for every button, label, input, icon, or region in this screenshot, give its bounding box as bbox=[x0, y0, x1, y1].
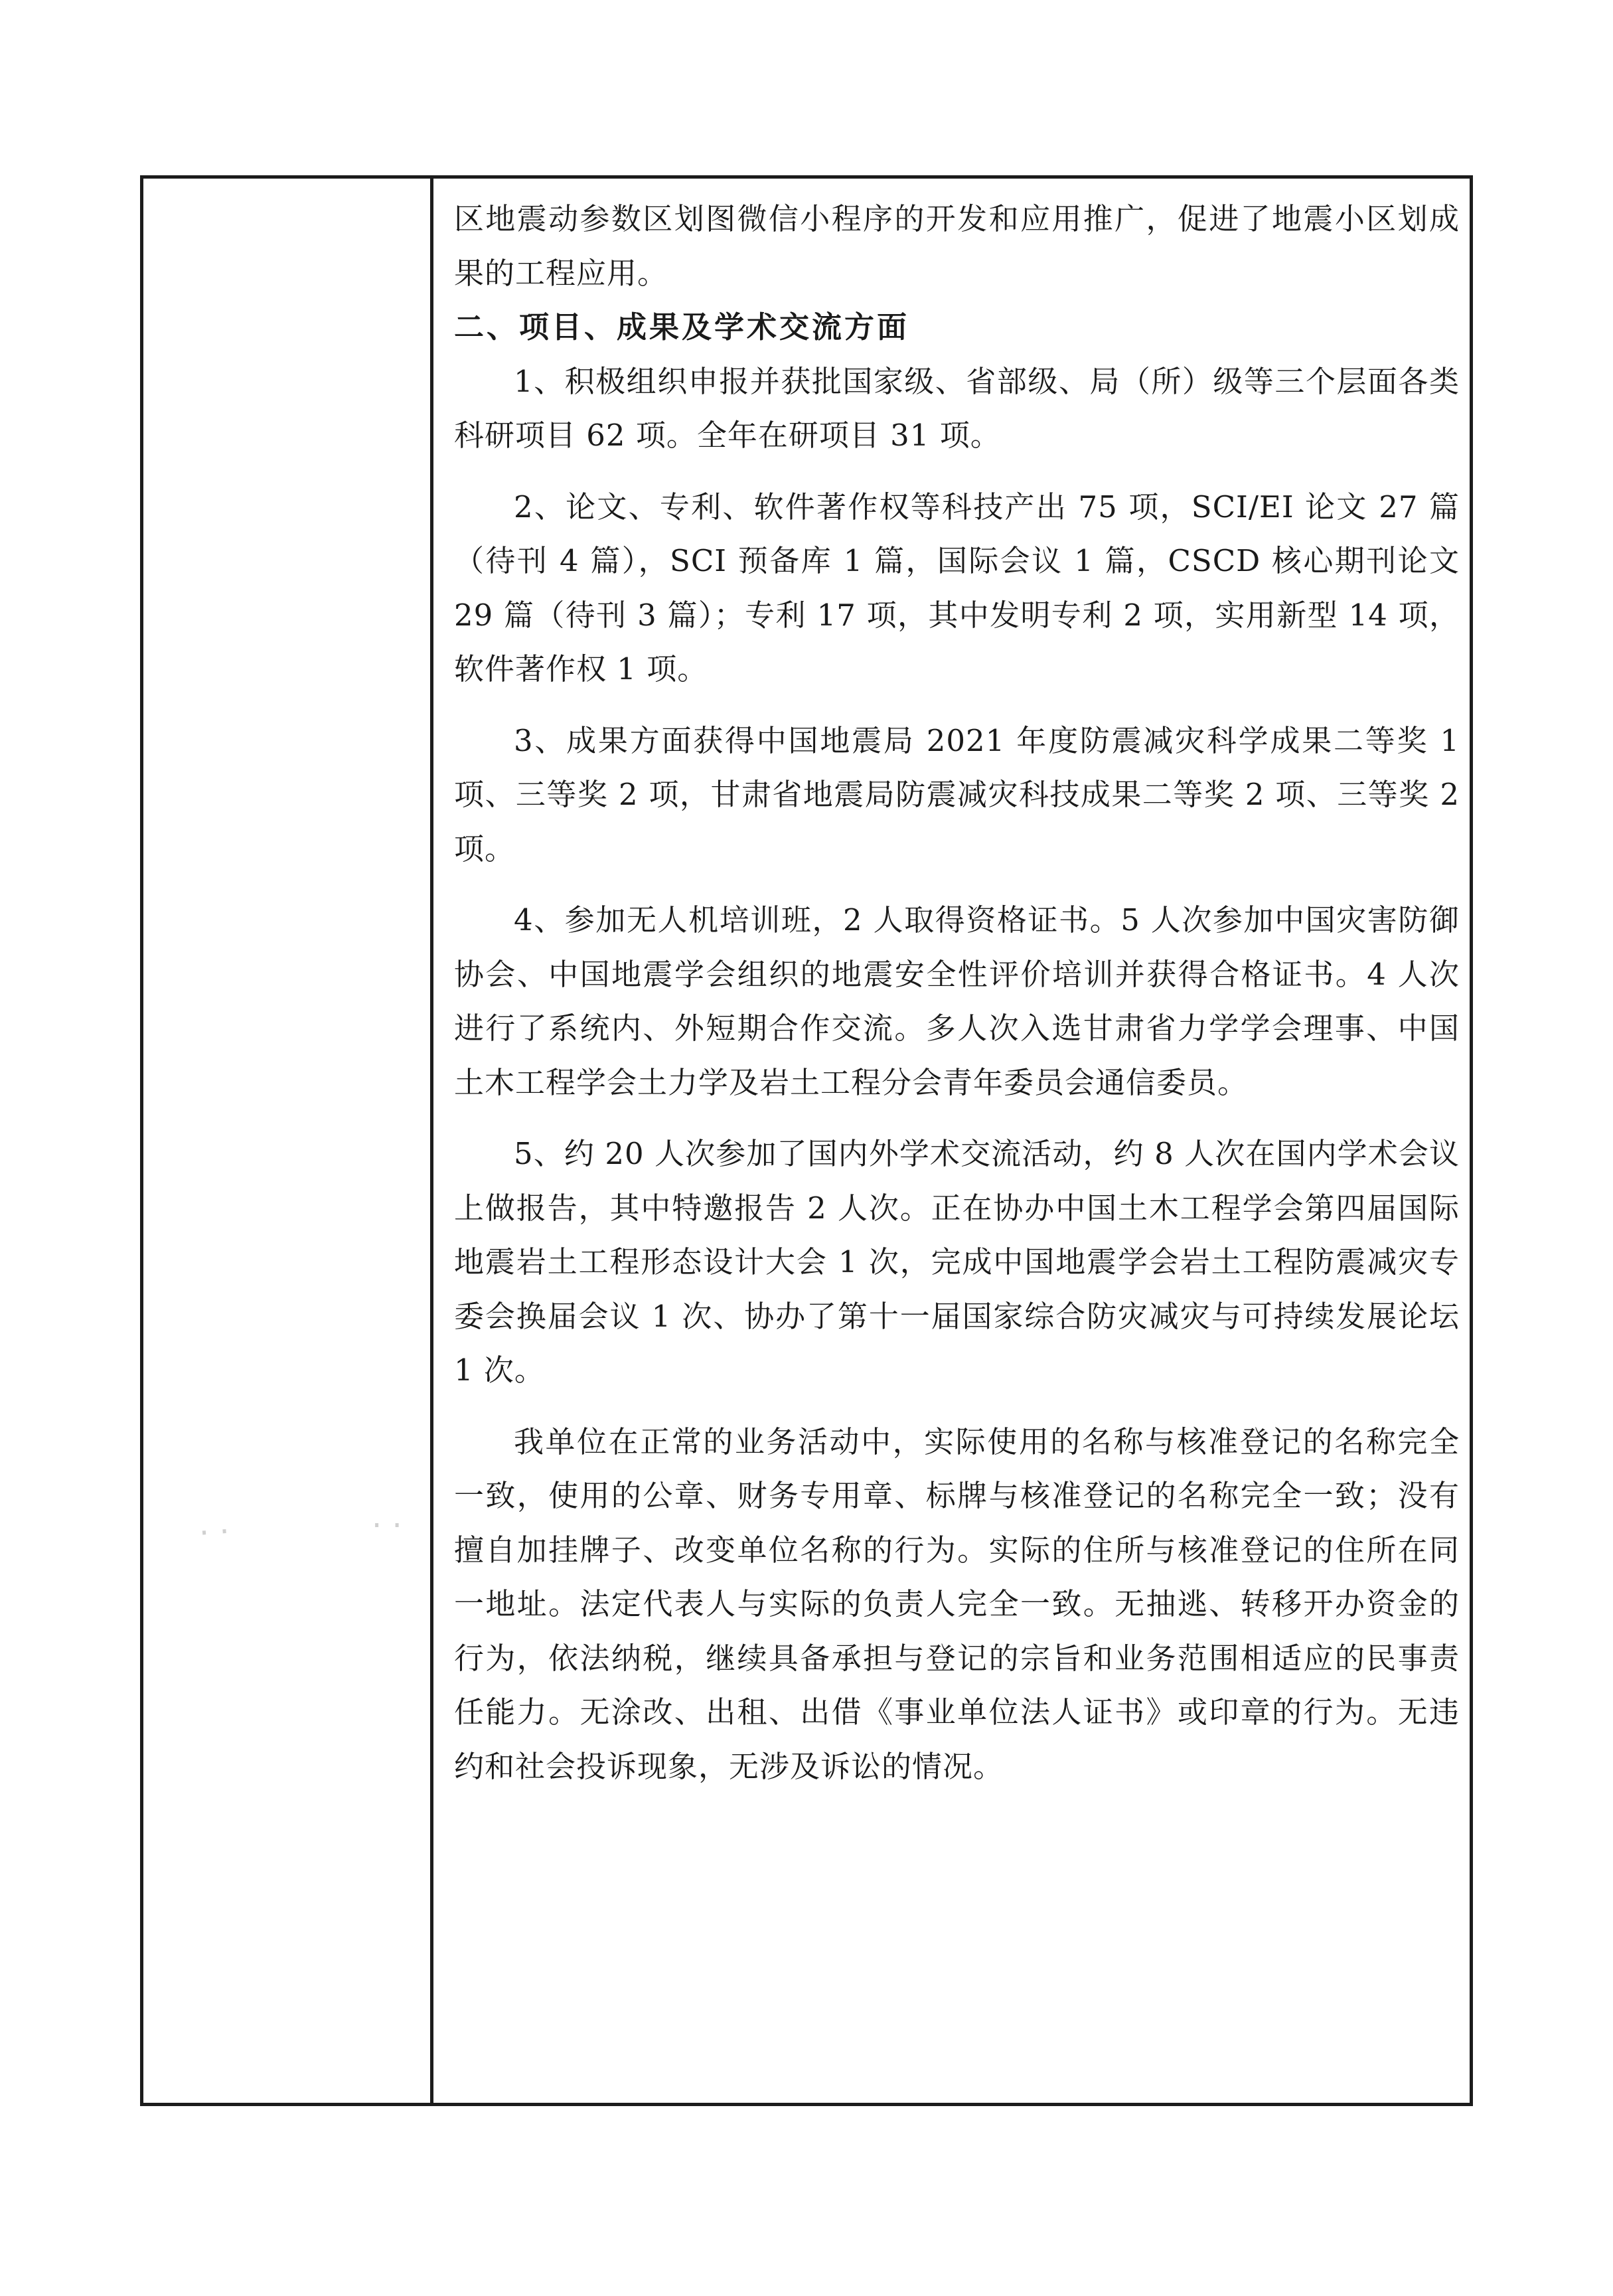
item-paragraph: 1、积极组织申报并获批国家级、省部级、局（所）级等三个层面各类科研项目 62 项。全年在研项目 31 项。 bbox=[454, 363, 1460, 453]
item-paragraph: 2、论文、专利、软件著作权等科技产出 75 项，SCI/EI 论文 27 篇（待刊 4 篇），SCI 预备库 1 篇，国际会议 1 篇，CSCD 核心期刊论文 29 篇（待刊 3 篇）；专利 17 项，其中发明专利 2 项，实用新型 14 项，软件著作权 1 项。 bbox=[454, 489, 1460, 687]
item-paragraph: 3、成果方面获得中国地震局 2021 年度防震减灾科学成果二等奖 1 项、三等奖 2 项，甘肃省地震局防震减灾科技成果二等奖 2 项、三等奖 2 项。 bbox=[454, 722, 1460, 866]
form-table bbox=[140, 175, 1473, 2106]
paragraph-gap bbox=[454, 697, 1460, 714]
paragraph-gap bbox=[454, 1398, 1460, 1415]
paragraph-gap bbox=[454, 1109, 1460, 1127]
item-paragraph: 5、约 20 人次参加了国内外学术交流活动，约 8 人次在国内学术会议上做报告，其中特邀报告 2 人次。正在协办中国土木工程学会第四届国际地震岩土工程形态设计大会 1 次，完成中国地震学会岩土工程防震减灾专委会换届会议 1 次、协办了第十一届国家综合防灾减灾与可持续发展论坛 1 次。 bbox=[454, 1136, 1460, 1388]
label-cell bbox=[143, 179, 430, 2103]
section-heading: 二、项目、成果及学术交流方面 bbox=[454, 309, 910, 345]
item-paragraph: 4、参加无人机培训班，2 人取得资格证书。5 人次参加中国灾害防御协会、中国地震学会组织的地震安全性评价培训并获得合格证书。4 人次进行了系统内、外短期合作交流。多人次入选甘肃省力学学会理事、中国土木工程学会土力学及岩土工程分会青年委员会通信委员。 bbox=[454, 902, 1460, 1100]
paragraph-gap bbox=[454, 876, 1460, 893]
paragraph-gap bbox=[454, 463, 1460, 480]
column-divider bbox=[430, 179, 433, 2103]
bleed-through-mark: · · bbox=[372, 1507, 402, 1544]
continued-paragraph: 区地震动参数区划图微信小程序的开发和应用推广，促进了地震小区划成果的工程应用。 bbox=[454, 201, 1460, 291]
bleed-through-mark: · · bbox=[198, 1513, 231, 1552]
content-cell bbox=[454, 192, 1460, 2091]
statement-paragraph: 我单位在正常的业务活动中，实际使用的名称与核准登记的名称完全一致，使用的公章、财务专用章、标牌与核准登记的名称完全一致；没有擅自加挂牌子、改变单位名称的行为。实际的住所与核准登记的住所在同一地址。法定代表人与实际的负责人完全一致。无抽逃、转移开办资金的行为，依法纳税，继续具备承担与登记的宗旨和业务范围相适应的民事责任能力。无涂改、出租、出借《事业单位法人证书》或印章的行为。无违约和社会投诉现象，无涉及诉讼的情况。 bbox=[454, 1424, 1460, 1784]
